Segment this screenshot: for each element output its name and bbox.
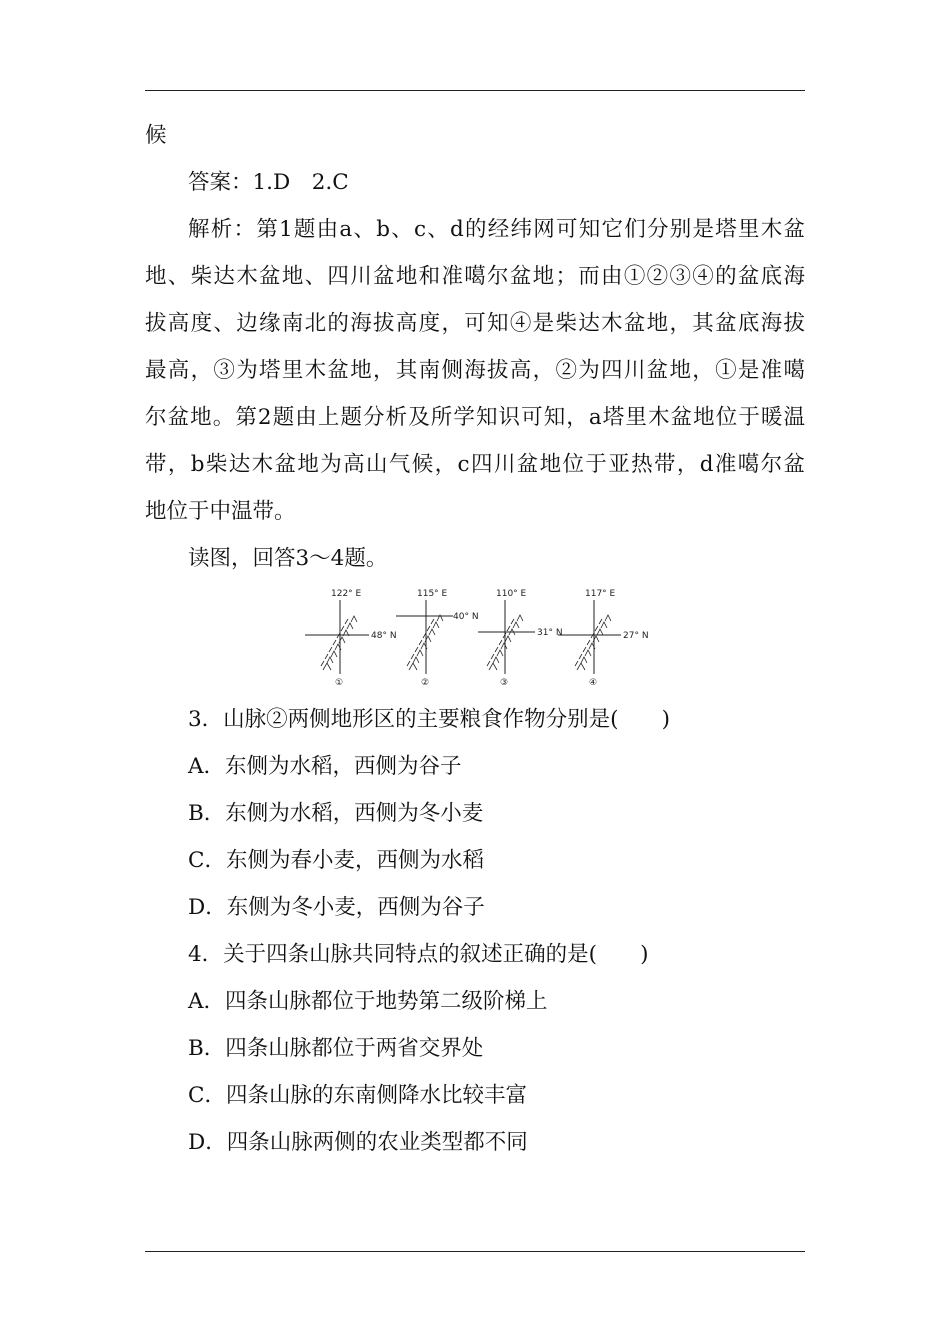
- footer-rule: [145, 1251, 805, 1252]
- mountain-icon: [575, 615, 611, 670]
- continued-text: 候: [145, 123, 167, 148]
- analysis-line-5: 尔盆地。第2题由上题分析及所学知识可知，a塔里木盆地位于暖温: [145, 405, 805, 430]
- analysis-line-4: 最高，③为塔里木盆地，其南侧海拔高，②为四川盆地，①是准噶: [145, 358, 805, 383]
- panel-4-lat: 27° N: [623, 631, 649, 641]
- mountain-figure: [145, 586, 805, 688]
- header-rule: [145, 90, 805, 91]
- analysis-line-3: 拔高度、边缘南北的海拔高度，可知④是柴达木盆地，其盆底海拔: [145, 311, 805, 336]
- panel-2-lat: 40° N: [453, 612, 479, 622]
- question-4-options: [145, 978, 805, 1166]
- panel-4-num: ④: [589, 678, 598, 688]
- answer-line: 答案：1.D 2.C: [188, 170, 349, 195]
- question-3-option-a[interactable]: A．东侧为水稻，西侧为谷子: [188, 754, 462, 779]
- panel-3-lon: 110° E: [496, 589, 527, 599]
- question-prompt: 读图，回答3～4题。: [188, 546, 388, 571]
- panel-2-lon: 115° E: [417, 589, 448, 599]
- page-content: [145, 112, 805, 1166]
- mountain-icon: [321, 616, 357, 670]
- question-3-option-d[interactable]: D．东侧为冬小麦，西侧为谷子: [188, 895, 485, 920]
- analysis-line-6: 带，b柴达木盆地为高山气候，c四川盆地位于亚热带，d准噶尔盆: [145, 452, 805, 477]
- question-4-option-b[interactable]: B．四条山脉都位于两省交界处: [188, 1036, 484, 1061]
- mountain-diagram: [303, 586, 663, 688]
- question-4-option-a[interactable]: A．四条山脉都位于地势第二级阶梯上: [188, 989, 548, 1014]
- question-4-option-c[interactable]: C．四条山脉的东南侧降水比较丰富: [188, 1083, 527, 1108]
- panel-1-num: ①: [335, 678, 344, 688]
- panel-3-lat: 31° N: [537, 628, 563, 638]
- panel-4: [558, 589, 649, 688]
- question-4-option-d[interactable]: D．四条山脉两侧的农业类型都不同: [188, 1130, 528, 1155]
- panel-2: [396, 589, 479, 688]
- panel-3: [478, 589, 563, 688]
- question-3-option-b[interactable]: B．东侧为水稻，西侧为冬小麦: [188, 801, 484, 826]
- panel-1: [305, 589, 397, 688]
- question-4-stem: 4．关于四条山脉共同特点的叙述正确的是( ): [188, 942, 649, 967]
- analysis-line-1: 解析：第1题由a、b、c、d的经纬网可知它们分别是塔里木盆: [188, 217, 805, 242]
- question-3-stem: 3．山脉②两侧地形区的主要粮食作物分别是( ): [188, 707, 670, 732]
- panel-3-num: ③: [500, 678, 509, 688]
- analysis-line-7: 地位于中温带。: [145, 499, 296, 524]
- analysis-line-2: 地、柴达木盆地、四川盆地和准噶尔盆地；而由①②③④的盆底海: [145, 264, 805, 289]
- mountain-icon: [407, 615, 443, 670]
- panel-2-num: ②: [421, 678, 430, 688]
- panel-1-lat: 48° N: [371, 631, 397, 641]
- question-3-options: [145, 743, 805, 931]
- panel-1-lon: 122° E: [331, 589, 362, 599]
- panel-4-lon: 117° E: [585, 589, 616, 599]
- question-3-option-c[interactable]: C．东侧为春小麦，西侧为水稻: [188, 848, 484, 873]
